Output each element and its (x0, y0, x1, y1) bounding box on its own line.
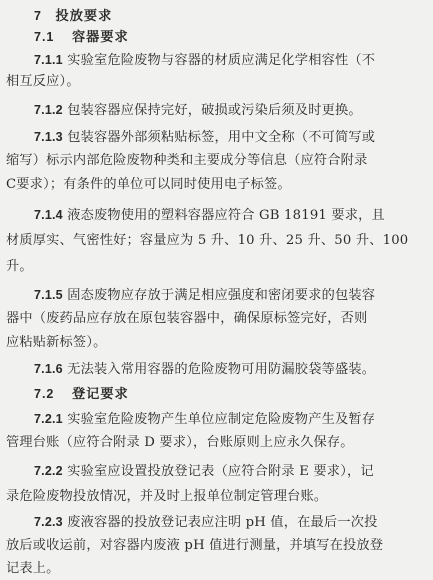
clause-number: 7.1.6 (34, 362, 63, 376)
paragraph-7-1-3-line-1 (34, 128, 375, 147)
clause-number: 7.1.2 (34, 103, 63, 117)
section-title: 投放要求 (55, 9, 113, 24)
paragraph-text: 包装容器外部须粘贴标签，用中文全称（不可简写或 (67, 130, 376, 145)
paragraph-7-1-6-line-1 (34, 360, 375, 379)
clause-number: 7.2.1 (34, 412, 63, 426)
paragraph-7-1-4-line-1 (34, 206, 385, 225)
section-number: 7 (34, 9, 42, 23)
section-7-heading (34, 7, 112, 26)
paragraph-7-1-3-line-3: C要求）；有条件的单位可以同时使用电子标签。 (6, 177, 291, 192)
paragraph-7-1-5-line-3: 应粘贴新标签）。 (6, 335, 107, 350)
paragraph-text: 实验室应设置投放登记表（应符合附录 E 要求），记 (67, 464, 374, 479)
subsection-number: 7.1 (34, 30, 55, 44)
paragraph-text: 包装容器应保持完好，破损或污染后须及时更换。 (67, 103, 362, 118)
paragraph-7-2-1-line-2: 管理台账（应符合附录 D 要求），台账原则上应永久保存。 (6, 435, 354, 450)
clause-number: 7.1.1 (34, 53, 63, 67)
paragraph-7-1-4-line-3: 升。 (6, 259, 33, 274)
paragraph-7-2-3-line-3: 记表上。 (6, 561, 60, 576)
paragraph-text: 无法装入常用容器的危险废物可用防漏胶袋等盛装。 (67, 362, 376, 377)
paragraph-text: 液态废物使用的塑料容器应符合 GB 18191 要求，且 (67, 208, 385, 223)
paragraph-7-1-2-line-1 (34, 101, 362, 120)
paragraph-text: 废液容器的投放登记表应注明 pH 值，在最后一次投 (67, 515, 378, 530)
paragraph-7-1-5-line-2: 器中（废药品应存放在原包装容器中，确保原标签完好，否则 (6, 311, 368, 326)
paragraph-7-2-2-line-2: 录危险废物投放情况，并及时上报单位制定管理台账。 (6, 489, 328, 504)
paragraph-7-1-4-line-2: 材质厚实、气密性好；容量应为 5 升、10 升、25 升、50 升、100 (6, 233, 409, 248)
paragraph-7-2-3-line-1 (34, 513, 377, 532)
clause-number: 7.2.2 (34, 464, 63, 478)
paragraph-7-1-5-line-1 (34, 286, 375, 305)
paragraph-7-1-1-line-1 (34, 51, 375, 70)
subsection-7-1-heading (34, 28, 129, 47)
subsection-number: 7.2 (34, 387, 55, 401)
paragraph-text: 实验室危险废物与容器的材质应满足化学相容性（不 (67, 53, 376, 68)
subsection-7-2-heading (34, 385, 129, 404)
paragraph-text: 实验室危险废物产生单位应制定危险废物产生及暂存 (67, 412, 376, 427)
clause-number: 7.1.4 (34, 208, 63, 222)
paragraph-text: 固态废物应存放于满足相应强度和密闭要求的包装容 (67, 288, 376, 303)
paragraph-7-2-2-line-1 (34, 462, 374, 481)
paragraph-7-2-1-line-1 (34, 410, 375, 429)
subsection-title: 登记要求 (71, 387, 129, 402)
paragraph-7-1-3-line-2: 缩写）标示内部危险废物种类和主要成分等信息（应符合附录 (6, 153, 368, 168)
paragraph-7-1-1-line-2: 相互反应）。 (6, 74, 80, 89)
paragraph-7-2-3-line-2: 放后或收运前，对容器内废液 pH 值进行测量，并填写在投放登 (6, 538, 384, 553)
clause-number: 7.1.3 (34, 130, 63, 144)
clause-number: 7.1.5 (34, 288, 63, 302)
subsection-title: 容器要求 (71, 30, 129, 45)
clause-number: 7.2.3 (34, 515, 63, 529)
